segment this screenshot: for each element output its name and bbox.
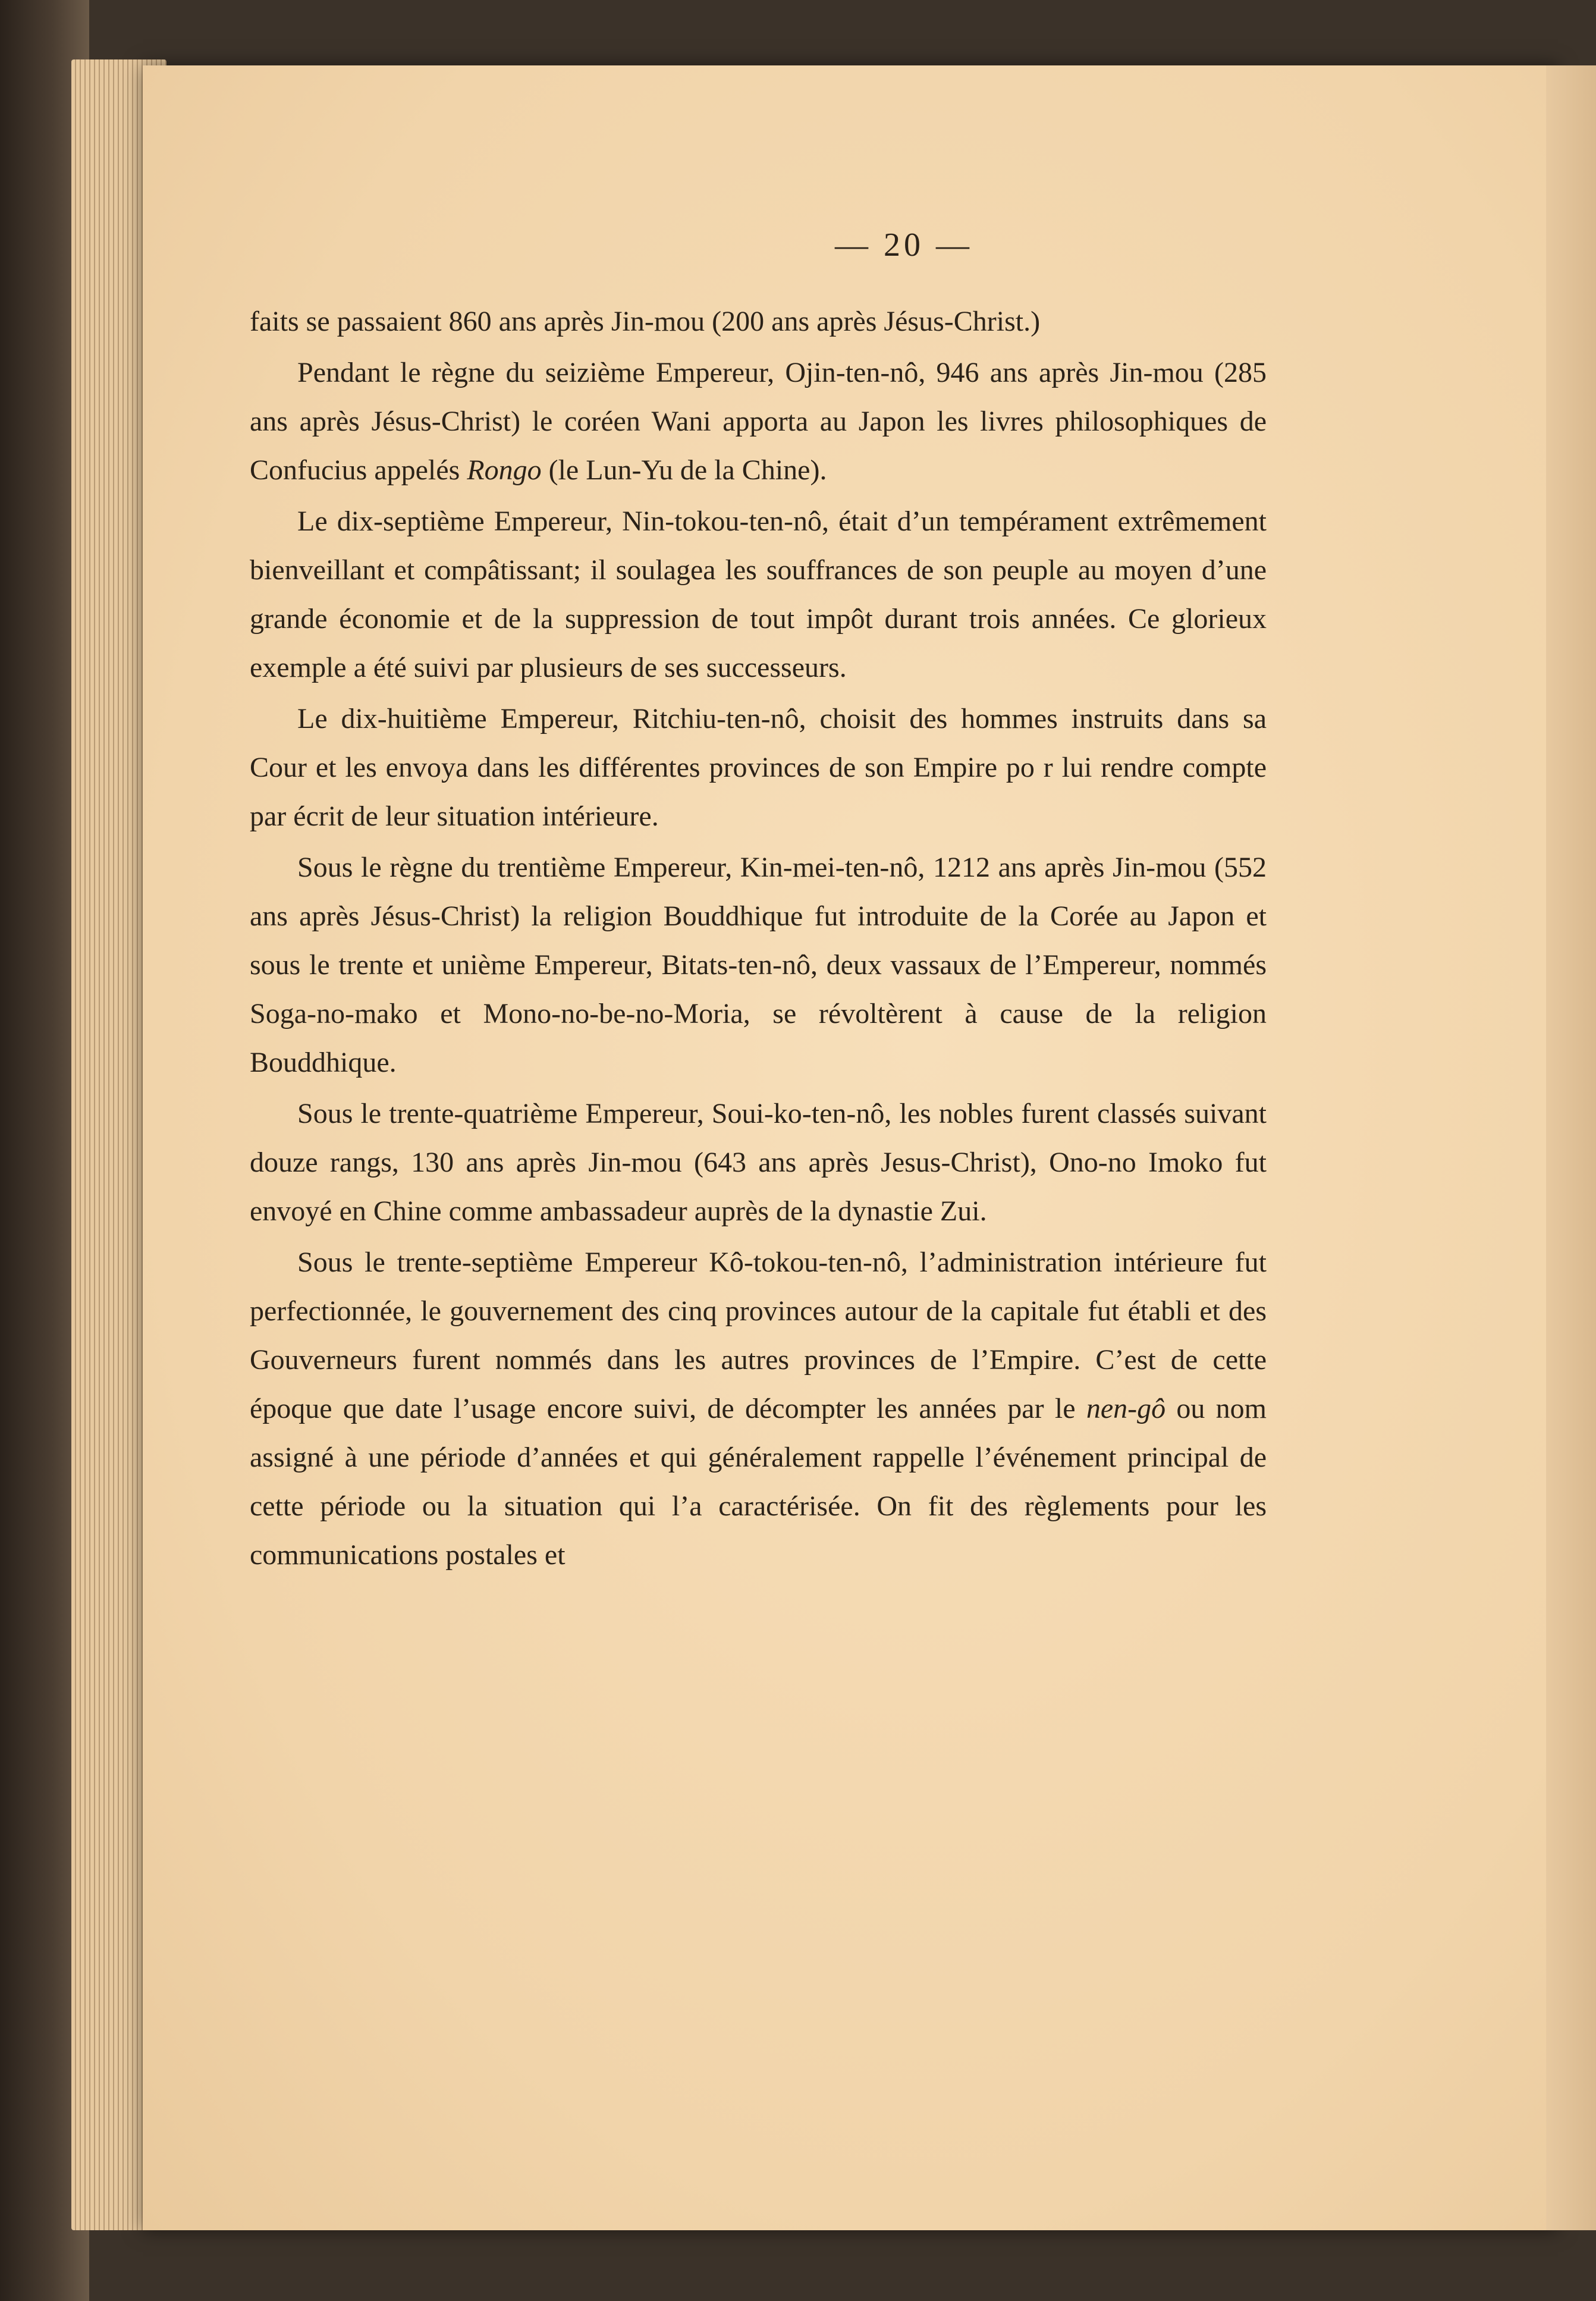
paragraph-5: Sous le règne du trentième Empereur, Kin-mei-ten-nô, 1212 ans après Jin-mou (552 ans après Jésus-Christ) la religion Bouddhique fut introduite de la Corée au Japon et sous le trente et unième Empereur, Bitats-ten-nô, deux vassaux de l’Empereur, nommés Soga-no-mako et Mono-no-be-no-Moria, se révoltèrent à cause de la religion Bouddhique.	[250, 852, 1267, 1078]
paragraph-1: faits se passaient 860 ans après Jin-mou (200 ans après Jésus-Christ.)	[250, 306, 1041, 337]
italic-term-nen-go: nen-gô	[1086, 1393, 1166, 1424]
paragraph-7: Sous le trente-septième Empereur Kô-tokou-ten-nô, l’administration intérieure fut perfectionnée, le gouvernement des cinq provinces autour de la capitale fut établi et des Gouverneurs furent nommés dans les autres provinces de l’Empire. C’est de cette époque que date l’usage encore suivi, de décompter les années par le nen-gô ou nom assigné à une période d’années et qui généralement rappelle l’événement principal de cette période ou la situation qui l’a caractérisée. On fit des règlements pour les communications postales et	[250, 1247, 1267, 1571]
paragraph-6: Sous le trente-quatrième Empereur, Soui-ko-ten-nô, les nobles furent classés suivant douze rangs, 130 ans après Jin-mou (643 ans après Jesus-Christ), Ono-no Imoko fut envoyé en Chine comme ambassadeur auprès de la dynastie Zui.	[250, 1098, 1267, 1227]
italic-term-rongo: Rongo	[467, 454, 542, 486]
body-text	[250, 297, 1267, 1580]
facing-page-edge	[1546, 65, 1596, 2230]
paragraph-3: Le dix-septième Empereur, Nin-tokou-ten-nô, était d’un tempérament extrêmement bienveillant et compâtissant; il soulagea les souffrances de son peuple au moyen d’une grande économie et de la suppression de tout impôt durant trois années. Ce glorieux exemple a été suivi par plusieurs de ses successeurs.	[250, 506, 1267, 683]
paragraph-2: Pendant le règne du seizième Empereur, Ojin-ten-nô, 946 ans après Jin-mou (285 ans après Jésus-Christ) le coréen Wani apporta au Japon les livres philosophiques de Confucius appelés Rongo (le Lun-Yu de la Chine).	[250, 357, 1267, 486]
page-number: — 20 —	[835, 227, 973, 263]
paragraph-4: Le dix-huitième Empereur, Ritchiu-ten-nô, choisit des hommes instruits dans sa Cour et les envoya dans les différentes provinces de son Empire po r lui rendre compte par écrit de leur situation intérieure.	[250, 703, 1267, 832]
